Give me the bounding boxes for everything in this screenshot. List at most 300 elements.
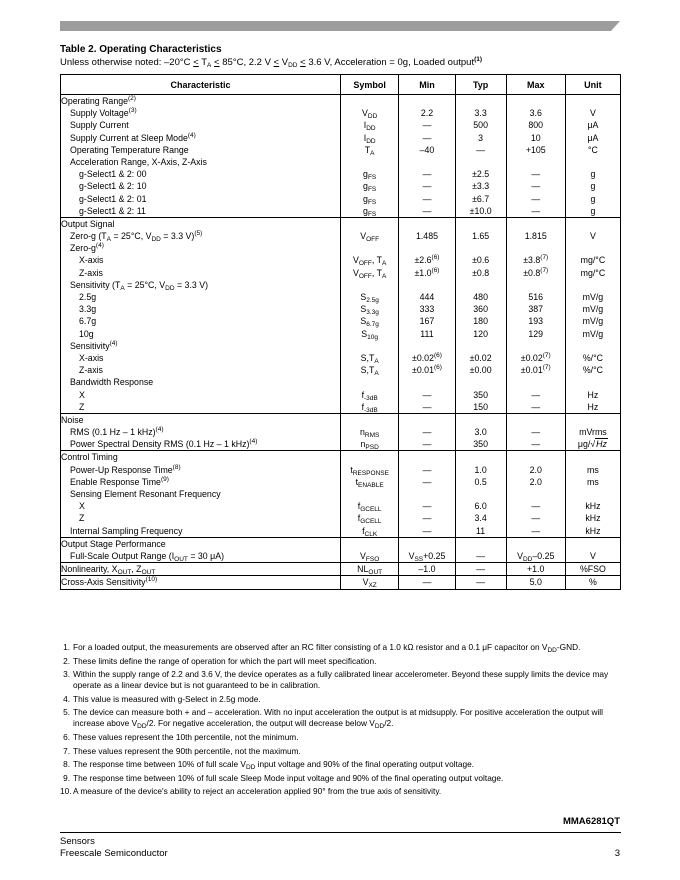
symbol-value: $S_{10g}$ xyxy=(361,328,379,341)
unit-value: V xyxy=(589,231,596,242)
symbol-value: $V_{OFF}$, $T_A$ xyxy=(352,267,387,280)
characteristic-cell xyxy=(61,217,341,413)
max-value: 387 xyxy=(528,304,544,315)
typ-cell xyxy=(455,217,506,413)
characteristic-line: Sensitivity ($T_A = 25^\circ C$, $V_{DD} = 3.3$ V) xyxy=(70,279,209,292)
max-value: $\pm 0.01^{(7)}$ xyxy=(520,364,551,376)
max-value: — xyxy=(531,427,541,438)
max-value: 5.0 xyxy=(529,577,542,588)
symbol-value xyxy=(341,340,398,352)
footnote-number: 7. xyxy=(63,745,70,756)
min-value xyxy=(399,488,454,500)
unit-value: g xyxy=(590,169,596,180)
symbol-value: $g_{FS}$ xyxy=(363,193,377,206)
symbol-value: $f_{-3dB}$ xyxy=(361,401,378,414)
characteristic-cell xyxy=(61,451,341,537)
footnote xyxy=(60,786,620,797)
min-value: — xyxy=(422,476,432,487)
typ-cell xyxy=(455,537,506,562)
footnote-text: Within the supply range of 2.2 and 3.6 V, the device operates as a fully calibrated linear accelerometer. Beyond these supply limits the device may operate as a linear device but is not guaranteed to be in calibration. xyxy=(73,669,609,691)
characteristic-line: Output Stage Performance xyxy=(61,538,166,549)
max-value: — xyxy=(531,205,541,216)
footnote xyxy=(60,642,620,653)
characteristic-line: X xyxy=(79,501,85,512)
min-value: –1.0 xyxy=(418,564,436,575)
typ-value: 1.65 xyxy=(472,231,490,242)
typ-value xyxy=(456,156,506,168)
footnotes xyxy=(60,642,620,800)
unit-value xyxy=(566,218,620,230)
min-value: — xyxy=(422,501,432,512)
max-value: — xyxy=(531,501,541,512)
footnote-text: For a loaded output, the measurements are observed after an RC filter consisting of a 1.0 kΩ resistor and a 0.1 μF capacitor on $V_{DD}$-GND. xyxy=(73,642,581,654)
footnote-number: 2. xyxy=(63,655,70,666)
min-value: — xyxy=(422,464,432,475)
unit-value: Hz xyxy=(587,389,599,400)
max-cell xyxy=(506,413,565,451)
min-value: 167 xyxy=(419,316,435,327)
max-value: 1.815 xyxy=(524,231,547,242)
min-value: 333 xyxy=(419,304,435,315)
symbol-value xyxy=(341,242,398,254)
typ-cell xyxy=(455,451,506,537)
max-value xyxy=(507,340,565,352)
max-value xyxy=(507,414,565,426)
typ-value xyxy=(456,279,506,291)
max-value: $V_{DD}-0.25$ xyxy=(517,550,555,563)
min-value: — xyxy=(422,577,432,588)
characteristic-line: Zero-g ($T_A = 25^\circ C$, $V_{DD} = 3.3$ V)$^{(5)}$ xyxy=(70,230,203,244)
symbol-value: $V_{FSO}$ xyxy=(360,550,380,563)
footnote-number: 1. xyxy=(63,642,70,652)
max-value: 193 xyxy=(528,316,544,327)
symbol-value: $I_{DD}$ xyxy=(363,120,376,133)
typ-value: 480 xyxy=(473,292,488,302)
table-section-row xyxy=(61,413,621,451)
typ-value xyxy=(456,340,506,352)
max-cell xyxy=(506,451,565,537)
unit-value xyxy=(566,95,620,107)
min-value: 111 xyxy=(420,328,434,339)
col-header-symbol: Symbol xyxy=(341,75,399,95)
min-value: –40 xyxy=(419,144,435,155)
max-value: 516 xyxy=(528,292,544,302)
max-value: +105 xyxy=(525,144,546,155)
characteristic-line: Bandwidth Response xyxy=(70,377,154,388)
min-value: — xyxy=(422,513,432,524)
symbol-value: $NL_{OUT}$ xyxy=(357,564,383,577)
typ-value: 1.0 xyxy=(474,464,487,475)
footnote-number: 9. xyxy=(63,772,70,783)
characteristic-line: Acceleration Range, X-Axis, Z-Axis xyxy=(70,156,207,167)
typ-value: ±10.0 xyxy=(469,205,492,216)
unit-cell xyxy=(565,413,620,451)
symbol-value: $S_{3.3g}$ xyxy=(360,304,379,317)
max-value: $\pm 0.02^{(7)}$ xyxy=(520,351,551,363)
max-value: 10 xyxy=(530,132,541,143)
unit-value: %/°C xyxy=(582,352,603,363)
min-value: — xyxy=(422,193,432,204)
characteristic-cell xyxy=(61,563,341,576)
max-value: — xyxy=(531,389,541,400)
part-number: MMA6281QT xyxy=(562,816,620,827)
col-header-max: Max xyxy=(506,75,565,95)
typ-value xyxy=(456,451,506,463)
max-value: $\pm 3.8^{(7)}$ xyxy=(523,254,549,266)
unit-value: mVrms xyxy=(579,427,607,438)
unit-value: %/°C xyxy=(582,365,603,376)
typ-value: 350 xyxy=(473,389,488,400)
max-value: +1.0 xyxy=(527,564,545,575)
max-value: 3.6 xyxy=(529,108,542,119)
max-cell xyxy=(506,95,565,218)
footnote-text: A measure of the device's ability to reject an acceleration applied 90° from the true axis of sensitivity. xyxy=(73,786,442,797)
typ-cell xyxy=(455,563,506,576)
symbol-value: $g_{FS}$ xyxy=(363,181,377,194)
unit-cell xyxy=(565,563,620,576)
footer-category: Sensors xyxy=(60,836,95,847)
typ-value: ±3.3 xyxy=(472,181,490,192)
characteristic-line: g-Select1 & 2: 10 xyxy=(79,181,147,192)
footnote-text: These limits define the range of operation for which the part will meet specification. xyxy=(73,655,377,666)
min-value xyxy=(399,95,454,107)
characteristic-line: g-Select1 & 2: 01 xyxy=(79,193,147,204)
unit-value: mV/g xyxy=(582,328,604,339)
unit-value: g xyxy=(590,193,596,204)
table-section-row xyxy=(61,576,621,589)
symbol-value: $f_{GCELL}$ xyxy=(357,513,382,526)
max-value: — xyxy=(531,439,541,450)
characteristic-line: Noise xyxy=(61,414,84,425)
symbol-value: $f_{GCELL}$ xyxy=(357,501,382,514)
typ-value xyxy=(456,242,506,254)
typ-value xyxy=(456,414,506,426)
footnote xyxy=(60,759,620,770)
characteristic-line: Operating Range$^{(2)}$ xyxy=(61,95,136,106)
typ-value: ±6.7 xyxy=(472,193,490,204)
footnote xyxy=(60,707,620,729)
typ-value xyxy=(456,488,506,500)
unit-value: μA xyxy=(587,132,599,143)
unit-value: Hz xyxy=(587,401,599,412)
unit-value: mg/°C xyxy=(580,255,606,266)
footnote-number: 3. xyxy=(63,669,70,680)
unit-value xyxy=(566,451,620,463)
max-value: 2.0 xyxy=(529,464,542,475)
unit-value: ms xyxy=(587,476,599,487)
symbol-cell xyxy=(341,217,399,413)
typ-value: ±0.00 xyxy=(469,365,492,376)
header-bar xyxy=(60,21,620,31)
min-value xyxy=(399,218,454,230)
symbol-value: $S_{2.5g}$ xyxy=(360,292,379,304)
min-value xyxy=(399,451,454,463)
typ-value: — xyxy=(476,144,486,155)
min-value xyxy=(399,156,454,168)
symbol-value: $t_{RESPONSE}$ xyxy=(350,464,389,477)
typ-cell xyxy=(455,576,506,589)
typ-value: 500 xyxy=(473,120,488,131)
table-section-row xyxy=(61,563,621,576)
typ-value: — xyxy=(476,564,486,575)
symbol-value xyxy=(341,156,398,168)
unit-value xyxy=(566,242,620,254)
min-value xyxy=(399,340,454,352)
symbol-value: $S,T_A$ xyxy=(360,352,379,365)
min-value xyxy=(399,242,454,254)
unit-value xyxy=(566,340,620,352)
characteristic-line: 6.7g xyxy=(79,316,97,327)
max-value xyxy=(507,279,565,291)
min-cell xyxy=(399,576,455,589)
characteristic-cell xyxy=(61,95,341,218)
symbol-value xyxy=(341,376,398,388)
typ-value: ±2.5 xyxy=(472,169,490,180)
table-title: Table 2. Operating Characteristics xyxy=(60,44,222,55)
typ-value: ±0.6 xyxy=(472,255,490,266)
typ-value: 3.4 xyxy=(474,513,487,524)
typ-value: — xyxy=(476,577,486,588)
characteristic-line: g-Select1 & 2: 00 xyxy=(79,169,147,180)
min-value xyxy=(399,414,454,426)
typ-value: 360 xyxy=(473,304,488,315)
footnote xyxy=(60,746,620,757)
characteristic-line: Supply Current xyxy=(70,120,129,131)
min-cell xyxy=(399,563,455,576)
unit-cell xyxy=(565,537,620,562)
symbol-value: $S,T_A$ xyxy=(360,365,379,378)
characteristic-line: Nonlinearity, $X_{OUT}$, $Z_{OUT}$ xyxy=(61,564,156,577)
min-value: — xyxy=(422,401,432,412)
symbol-value: $g_{FS}$ xyxy=(363,205,377,218)
unit-value: mg/°C xyxy=(580,267,606,278)
max-value: — xyxy=(531,525,541,536)
min-value: 1.485 xyxy=(415,231,438,242)
typ-value xyxy=(456,218,506,230)
characteristic-line: Zero-$g^{(4)}$ xyxy=(70,242,104,254)
typ-value: 6.0 xyxy=(474,501,487,512)
characteristic-line: X xyxy=(79,389,85,400)
symbol-value: $I_{DD}$ xyxy=(363,132,376,145)
symbol-value: $g_{FS}$ xyxy=(363,169,377,182)
symbol-value: $T_A$ xyxy=(364,144,375,157)
footnote-number: 8. xyxy=(63,759,70,770)
unit-value xyxy=(566,279,620,291)
characteristic-line: Z xyxy=(79,401,85,412)
typ-value: 3.3 xyxy=(474,108,487,119)
max-value: 800 xyxy=(528,120,544,131)
symbol-value: $n_{RMS}$ xyxy=(359,427,380,440)
symbol-cell xyxy=(341,563,399,576)
min-value xyxy=(399,376,454,388)
unit-value: % xyxy=(589,577,597,588)
symbol-cell xyxy=(341,413,399,451)
max-cell xyxy=(506,563,565,576)
max-value: 129 xyxy=(528,328,544,339)
symbol-value: $t_{ENABLE}$ xyxy=(355,476,384,489)
symbol-value xyxy=(341,95,398,107)
typ-value: 350 xyxy=(473,439,488,450)
symbol-cell xyxy=(341,576,399,589)
min-value: — xyxy=(422,181,432,192)
unit-value: μA xyxy=(587,120,599,131)
characteristic-line: Full-Scale Output Range ($I_{OUT} = 30$ μA) xyxy=(70,550,225,563)
unit-value: g xyxy=(590,181,596,192)
footnote-number: 5. xyxy=(63,707,70,718)
characteristic-line: X-axis xyxy=(79,352,104,363)
symbol-value: $S_{6.7g}$ xyxy=(360,316,379,329)
max-value xyxy=(507,242,565,254)
characteristic-line: Control Timing xyxy=(61,452,118,463)
min-value xyxy=(399,279,454,291)
footnote-number: 6. xyxy=(63,731,70,742)
unit-cell xyxy=(565,217,620,413)
characteristic-line: Output Signal xyxy=(61,218,115,229)
min-value: — xyxy=(422,439,432,450)
footnote-text: These values represent the 10th percentile, not the minimum. xyxy=(73,731,299,742)
max-value: — xyxy=(531,169,541,180)
symbol-value xyxy=(341,414,398,426)
min-value: $\pm 1.0^{(6)}$ xyxy=(414,266,440,278)
unit-value xyxy=(566,376,620,388)
max-value: — xyxy=(531,193,541,204)
unit-value: V xyxy=(589,108,596,119)
unit-value: kHz xyxy=(585,513,601,524)
unit-value: μg/√Hz xyxy=(577,439,607,450)
characteristic-line: RMS (0.1 Hz – 1 kHz)$^{(4)}$ xyxy=(70,426,164,438)
col-header-min: Min xyxy=(399,75,455,95)
typ-value: ±0.02 xyxy=(469,352,492,363)
footnote-text: The response time between 10% of full scale Sleep Mode input voltage and 90% of the final operating output voltage. xyxy=(73,772,504,783)
typ-value xyxy=(456,538,506,550)
typ-value: 150 xyxy=(473,401,488,412)
footnote-text: The device can measure both + and – acceleration. With no input acceleration the output is at midsupply. For positive acceleration the output will increase above $V_{DD}/2$. For negative acceleration, the output will decrease below $V_{DD}/2$. xyxy=(73,707,603,731)
characteristic-line: Power Spectral Density RMS (0.1 Hz – 1 kHz)$^{(4)}$ xyxy=(70,438,258,450)
unit-cell xyxy=(565,451,620,537)
col-header-typ: Typ xyxy=(455,75,506,95)
characteristic-line: Enable Response Time$^{(9)}$ xyxy=(70,475,169,487)
characteristic-line: Z-axis xyxy=(79,365,103,376)
characteristic-line: Z-axis xyxy=(79,267,103,278)
unit-value xyxy=(566,488,620,500)
max-value xyxy=(507,451,565,463)
unit-value xyxy=(566,538,620,550)
unit-value: g xyxy=(590,205,596,216)
characteristic-cell xyxy=(61,537,341,562)
min-cell xyxy=(399,537,455,562)
characteristic-line: g-Select1 & 2: 11 xyxy=(79,205,146,216)
unit-value: mV/g xyxy=(582,292,604,302)
typ-value: 3 xyxy=(478,132,484,143)
max-value: — xyxy=(531,181,541,192)
footer-divider xyxy=(60,832,621,833)
min-cell xyxy=(399,451,455,537)
characteristic-line: Supply Voltage$^{(3)}$ xyxy=(70,107,137,119)
max-value xyxy=(507,376,565,388)
characteristic-line: Internal Sampling Frequency xyxy=(70,525,183,536)
unit-value: kHz xyxy=(585,501,601,512)
min-value: — xyxy=(422,427,432,438)
symbol-value xyxy=(341,488,398,500)
min-value: $\pm 2.6^{(6)}$ xyxy=(414,254,440,266)
unit-value: V xyxy=(589,550,596,561)
unit-value xyxy=(566,156,620,168)
footnote-number: 4. xyxy=(63,693,70,704)
max-value: $\pm 0.8^{(7)}$ xyxy=(523,266,549,278)
unit-cell xyxy=(565,576,620,589)
unit-value: °C xyxy=(587,144,598,155)
symbol-value: $V_{OFF}$, $T_A$ xyxy=(352,255,387,268)
symbol-cell xyxy=(341,537,399,562)
col-header-unit: Unit xyxy=(565,75,620,95)
max-value: — xyxy=(531,513,541,524)
min-value: 2.2 xyxy=(420,108,434,119)
typ-value: ±0.8 xyxy=(472,267,490,278)
unit-value: %FSO xyxy=(579,564,606,575)
typ-cell xyxy=(455,95,506,218)
footnote-number: 10. xyxy=(60,786,72,797)
typ-value: 120 xyxy=(473,328,488,339)
page-number: 3 xyxy=(614,848,620,859)
symbol-cell xyxy=(341,95,399,218)
operating-characteristics-table xyxy=(60,74,621,590)
typ-value xyxy=(456,376,506,388)
symbol-value xyxy=(341,279,398,291)
table-body xyxy=(61,95,621,590)
characteristic-line: Operating Temperature Range xyxy=(70,144,189,155)
max-value xyxy=(507,538,565,550)
max-value xyxy=(507,156,565,168)
min-value: — xyxy=(422,389,432,400)
footnote-text: The response time between 10% of full scale $V_{DD}$ input voltage and 90% of the final operating output voltage. xyxy=(73,759,474,772)
col-header-characteristic: Characteristic xyxy=(61,75,341,95)
characteristic-line: Sensitivity$^{(4)}$ xyxy=(70,339,118,351)
typ-value: — xyxy=(476,550,486,561)
symbol-value: $V_{XZ}$ xyxy=(362,577,377,590)
footnote xyxy=(60,669,620,691)
min-value: — xyxy=(422,120,432,131)
max-value: — xyxy=(531,401,541,412)
characteristic-line: Z xyxy=(79,513,85,524)
min-cell xyxy=(399,413,455,451)
table-section-row xyxy=(61,451,621,537)
characteristic-line: Supply Current at Sleep Mode$^{(4)}$ xyxy=(70,131,196,143)
min-cell xyxy=(399,217,455,413)
max-value xyxy=(507,488,565,500)
typ-value: 11 xyxy=(476,525,486,536)
max-cell xyxy=(506,576,565,589)
footnote xyxy=(60,656,620,667)
characteristic-line: 2.5g xyxy=(79,292,97,302)
footnote-text: This value is measured with g-Select in 2.5g mode. xyxy=(73,693,261,704)
symbol-value: $f_{-3dB}$ xyxy=(361,389,378,402)
characteristic-line: 10g xyxy=(79,328,94,339)
table-section-row xyxy=(61,95,621,218)
footnote xyxy=(60,694,620,705)
typ-cell xyxy=(455,413,506,451)
min-value: $\pm 0.02^{(6)}$ xyxy=(412,351,442,363)
unit-value: ms xyxy=(587,464,599,475)
max-value: 2.0 xyxy=(529,476,542,487)
characteristic-cell xyxy=(61,576,341,589)
symbol-value: $f_{CLK}$ xyxy=(362,525,378,538)
unit-value: mV/g xyxy=(582,304,604,315)
max-cell xyxy=(506,217,565,413)
min-cell xyxy=(399,95,455,218)
symbol-value: $V_{DD}$ xyxy=(362,108,378,121)
typ-value: 3.0 xyxy=(474,427,487,438)
unit-cell xyxy=(565,95,620,218)
